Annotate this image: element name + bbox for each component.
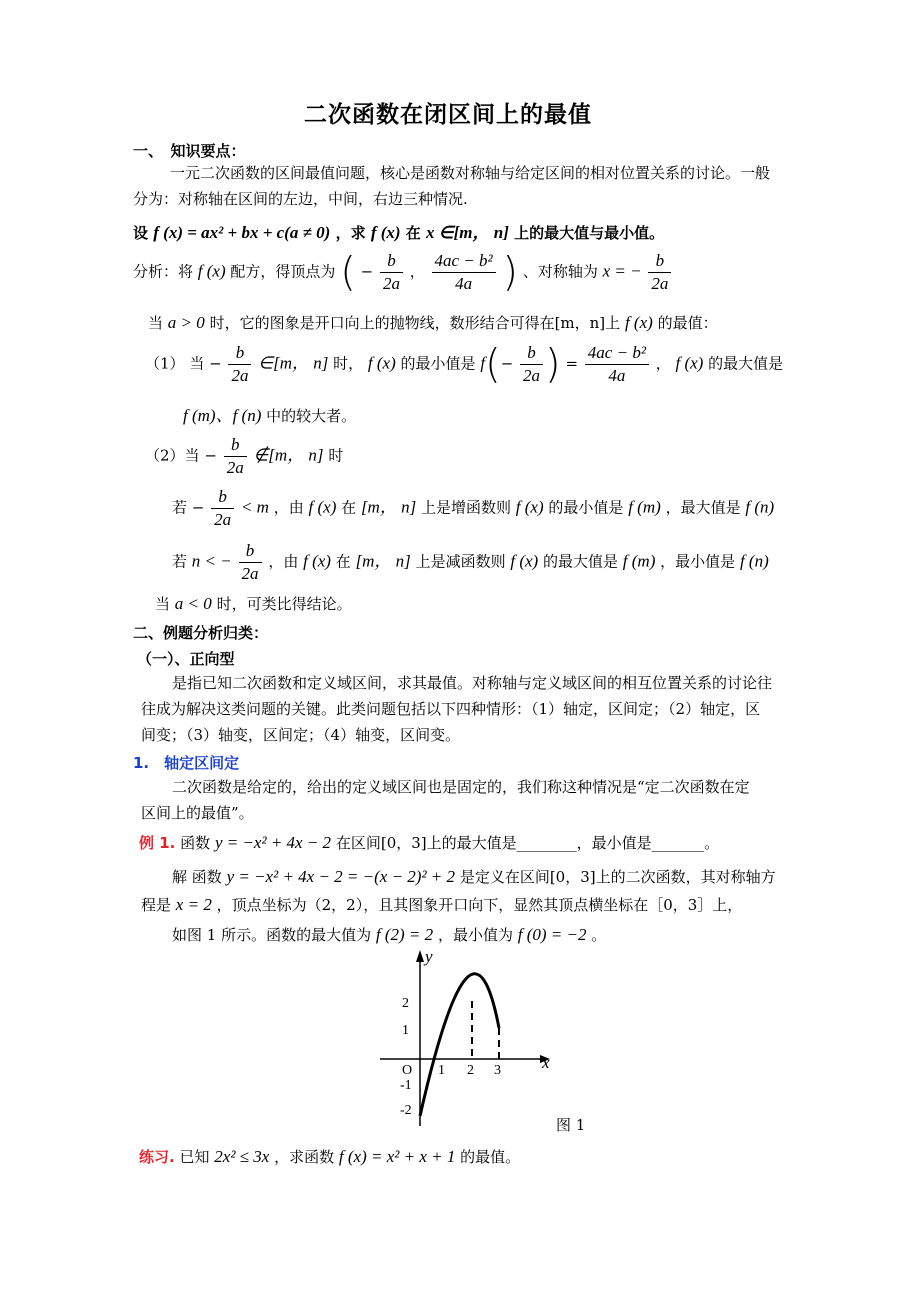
y-tick-neg-2: -2	[400, 1103, 412, 1118]
section-2-heading: 二、例题分析归类：	[133, 624, 269, 642]
case-2-line: （2）当 − $\frac{b}{2a}$ ∉[m， n] 时	[145, 435, 344, 477]
y-axis-label: y	[425, 947, 433, 966]
solution-line-3: 如图 1 所示。函数的最大值为 f (2) = 2 ，最小值为 f (0) = −2 。	[172, 925, 607, 944]
figure-1-graph	[380, 946, 570, 1136]
solution-line-2: 程是 x = 2 ，顶点坐标为（2，2），且其图象开口向下，显然其顶点横坐标在［0，3］上，	[141, 895, 743, 914]
intro-line-1: 一元二次函数的区间最值问题，核心是函数对称轴与给定区间的相对位置关系的讨论。一般	[170, 164, 771, 182]
x-tick-3: 3	[494, 1063, 501, 1078]
figure-1-caption: 图 1	[556, 1116, 586, 1134]
y-tick-2: 2	[402, 996, 409, 1011]
x-axis-label: x	[542, 1053, 550, 1072]
y-tick-neg-1: -1	[400, 1078, 412, 1093]
origin-label: O	[402, 1063, 413, 1078]
y-axis-arrow	[416, 950, 424, 962]
subsection-1-heading: （一）、正向型	[137, 650, 235, 668]
x-tick-2: 2	[467, 1063, 474, 1078]
page-title: 二次函数在闭区间上的最值	[304, 102, 592, 128]
item-1-desc-2: 区间上的最值”。	[141, 804, 254, 822]
case-2-right-line: 若 n < − $\frac{b}{2a}$ ，由 f (x) 在 [m， n] 上是减函数则 f (x) 的最大值是 f (m) ，最小值是 f (n)	[172, 541, 769, 583]
item-1-heading: 1. 轴定区间定	[133, 754, 240, 772]
desc-line-1: 是指已知二次函数和定义域区间，求其最值。对称轴与定义域区间的相互位置关系的讨论往	[172, 674, 773, 692]
example-1-line: 例 1. 函数 y = −x² + 4x − 2 在区间[0，3]上的最大值是________，最小值是_______。	[139, 833, 720, 852]
case-2-left-line: 若 − $\frac{b}{2a}$ < m ，由 f (x) 在 [m， n] 上是增函数则 f (x) 的最小值是 f (m) ，最大值是 f (n)	[172, 487, 775, 529]
item-1-desc-1: 二次函数是给定的，给出的定义域区间也是固定的，我们称这种情况是“定二次函数在定	[172, 778, 750, 796]
desc-line-3: 间变；（3）轴变，区间定；（4）轴变，区间变。	[141, 726, 461, 744]
intro-line-2: 分为：对称轴在区间的左边，中间，右边三种情况.	[133, 190, 468, 208]
setup-line: 设 f (x) = ax² + bx + c(a ≠ 0) ，求 f (x) 在 x ∈[m， n] 上的最大值与最小值。	[133, 223, 665, 242]
solution-line-1: 解 函数 y = −x² + 4x − 2 = −(x − 2)² + 2 是定义在区间[0，3]上的二次函数，其对称轴方	[172, 867, 776, 886]
desc-line-2: 往成为解决这类问题的关键。此类问题包括以下四种情形：（1）轴定，区间定；（2）轴定，区	[141, 700, 761, 718]
case-1-continued: f (m)、f (n) 中的较大者。	[183, 406, 357, 425]
example-1-label: 例 1.	[139, 834, 176, 852]
analysis-line: 分析：将 f (x) 配方，得顶点为 ( − $\frac{b}{2a}$ ， $\frac{\text{4ac − b²}}{4a}$ ) 、对称轴为 x = − $\frac{b}{2a}$	[133, 250, 673, 295]
case-1-line: （1） 当 − $\frac{b}{2a}$ ∈[m， n] 时， f (x) 的最小值是 f(− $\frac{b}{2a}$ ) = $\frac{\text{4ac − b²}}{4a}$ ， f (x) 的最大值是	[145, 341, 784, 388]
practice-label: 练习.	[139, 1148, 175, 1166]
a-positive-line: 当 a > 0 时，它的图象是开口向上的抛物线，数形结合可得在[m，n]上 f (x) 的最值：	[148, 313, 718, 332]
practice-line: 练习. 已知 2x² ≤ 3x ，求函数 f (x) = x² + x + 1 的最值。	[139, 1147, 521, 1166]
y-tick-1: 1	[402, 1023, 409, 1038]
section-1-heading: 一、 知识要点：	[133, 142, 246, 160]
parabola-curve	[420, 974, 499, 1116]
x-tick-1: 1	[438, 1063, 445, 1078]
a-negative-line: 当 a < 0 时，可类比得结论。	[155, 594, 352, 613]
